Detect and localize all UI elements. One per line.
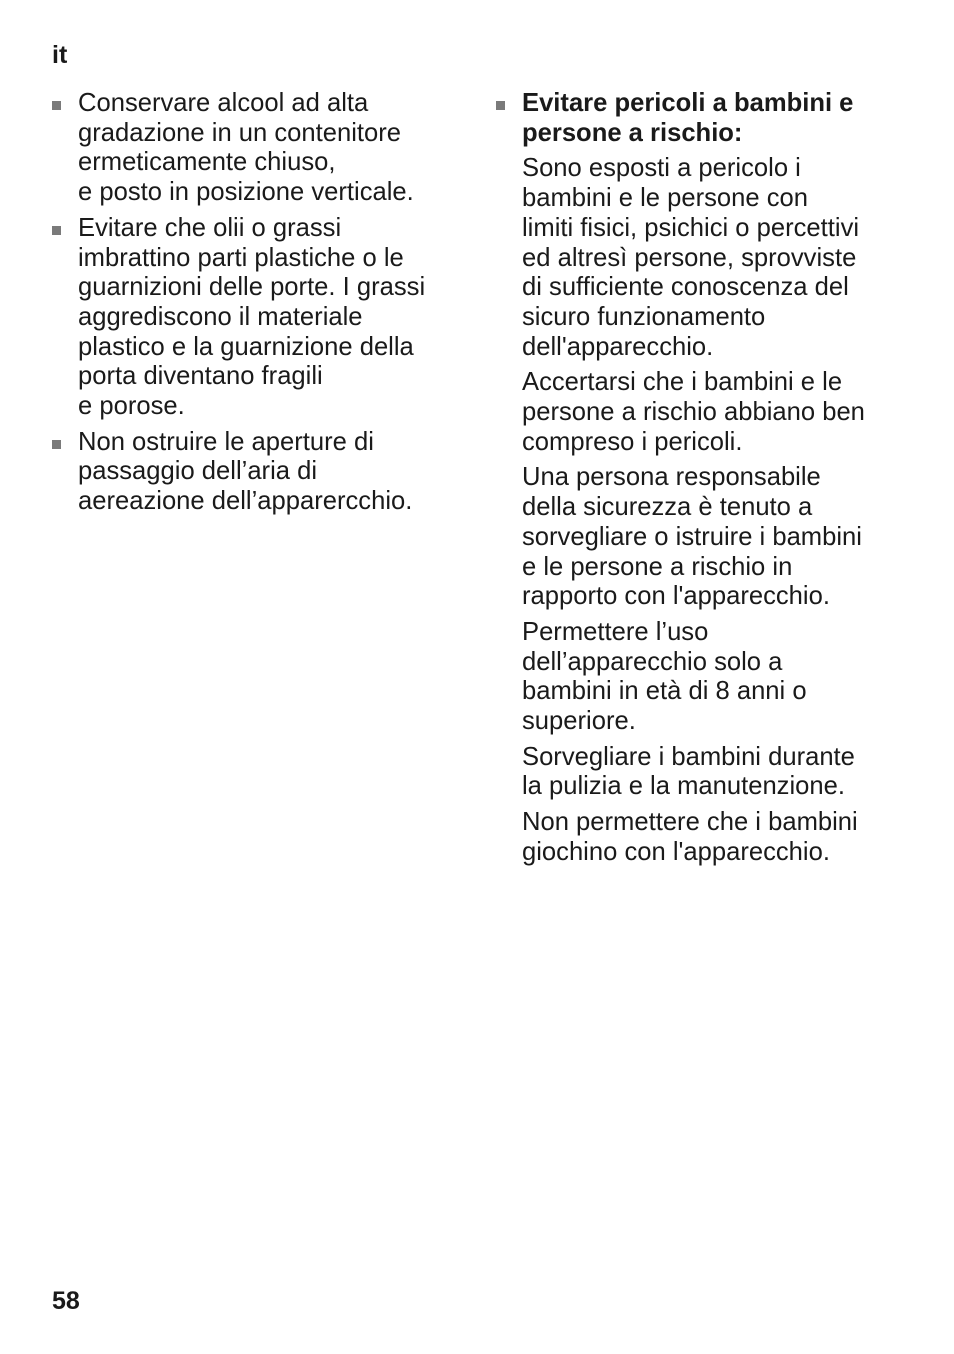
left-column (52, 89, 462, 523)
square-bullet-icon (52, 101, 61, 110)
text-line: ed altresì persone, sprovviste (522, 243, 857, 272)
text-line: aggrediscono il materiale (78, 302, 363, 331)
text-line: e posto in posizione verticale. (78, 178, 414, 207)
text-line: bambini in età di 8 anni o (522, 677, 807, 706)
text-line: ermeticamente chiuso, (78, 148, 336, 177)
text-line: superiore. (522, 707, 636, 736)
paragraph (496, 618, 916, 737)
text-line: della sicurezza è tenuto a (522, 493, 813, 522)
text-line: Non permettere che i bambini (522, 808, 858, 837)
text-line: limiti fisici, psichici o percettivi (522, 213, 860, 242)
list-item (52, 214, 462, 422)
text-line: sorvegliare o istruire i bambini (522, 522, 862, 551)
text-line: giochino con l'apparecchio. (522, 837, 830, 866)
section-heading (496, 89, 916, 148)
heading-line: persone a rischio: (522, 118, 743, 147)
paragraph (496, 154, 916, 362)
text-line: bambini e le persone con (522, 184, 808, 213)
right-column (496, 89, 916, 874)
paragraph (496, 808, 916, 867)
text-line: e le persone a rischio in (522, 552, 793, 581)
text-line: la pulizia e la manutenzione. (522, 772, 845, 801)
text-line: e porose. (78, 392, 185, 421)
text-line: Non ostruire le aperture di (78, 427, 374, 456)
paragraph (496, 463, 916, 612)
text-line: Accertarsi che i bambini e le (522, 368, 843, 397)
text-line: imbrattino parti plastiche o le (78, 243, 404, 272)
text-line: Sono esposti a pericolo i (522, 154, 801, 183)
text-line: Sorvegliare i bambini durante (522, 742, 855, 771)
paragraph (496, 743, 916, 802)
text-line: gradazione in un contenitore (78, 118, 401, 147)
paragraph (496, 368, 916, 457)
text-line: Evitare che olii o grassi (78, 213, 342, 242)
text-line: guarnizioni delle porte. I grassi (78, 273, 426, 302)
text-line: dell'apparecchio. (522, 332, 714, 361)
text-line: Conservare alcool ad alta (78, 89, 369, 117)
text-line: porta diventano fragili (78, 362, 323, 391)
list-item (52, 89, 462, 208)
text-line: di sufficiente conoscenza del (522, 273, 849, 302)
square-bullet-icon (52, 440, 61, 449)
square-bullet-icon (496, 101, 505, 110)
text-line: Permettere l’uso (522, 617, 709, 646)
text-line: plastico e la guarnizione della (78, 332, 414, 361)
text-line: sicuro funzionamento (522, 302, 766, 331)
text-line: Una persona responsabile (522, 463, 821, 492)
text-line: rapporto con l'apparecchio. (522, 582, 830, 611)
text-line: persone a rischio abbiano ben (522, 398, 865, 427)
text-line: compreso i pericoli. (522, 427, 743, 456)
language-code: it (52, 41, 68, 69)
heading-line: Evitare pericoli a bambini e (522, 89, 854, 117)
square-bullet-icon (52, 226, 61, 235)
list-item (52, 428, 462, 517)
text-line: aereazione dell’apparercchio. (78, 487, 413, 516)
page-number: 58 (52, 1287, 80, 1315)
text-line: passaggio dell’aria di (78, 457, 318, 486)
text-line: dell’apparecchio solo a (522, 647, 783, 676)
